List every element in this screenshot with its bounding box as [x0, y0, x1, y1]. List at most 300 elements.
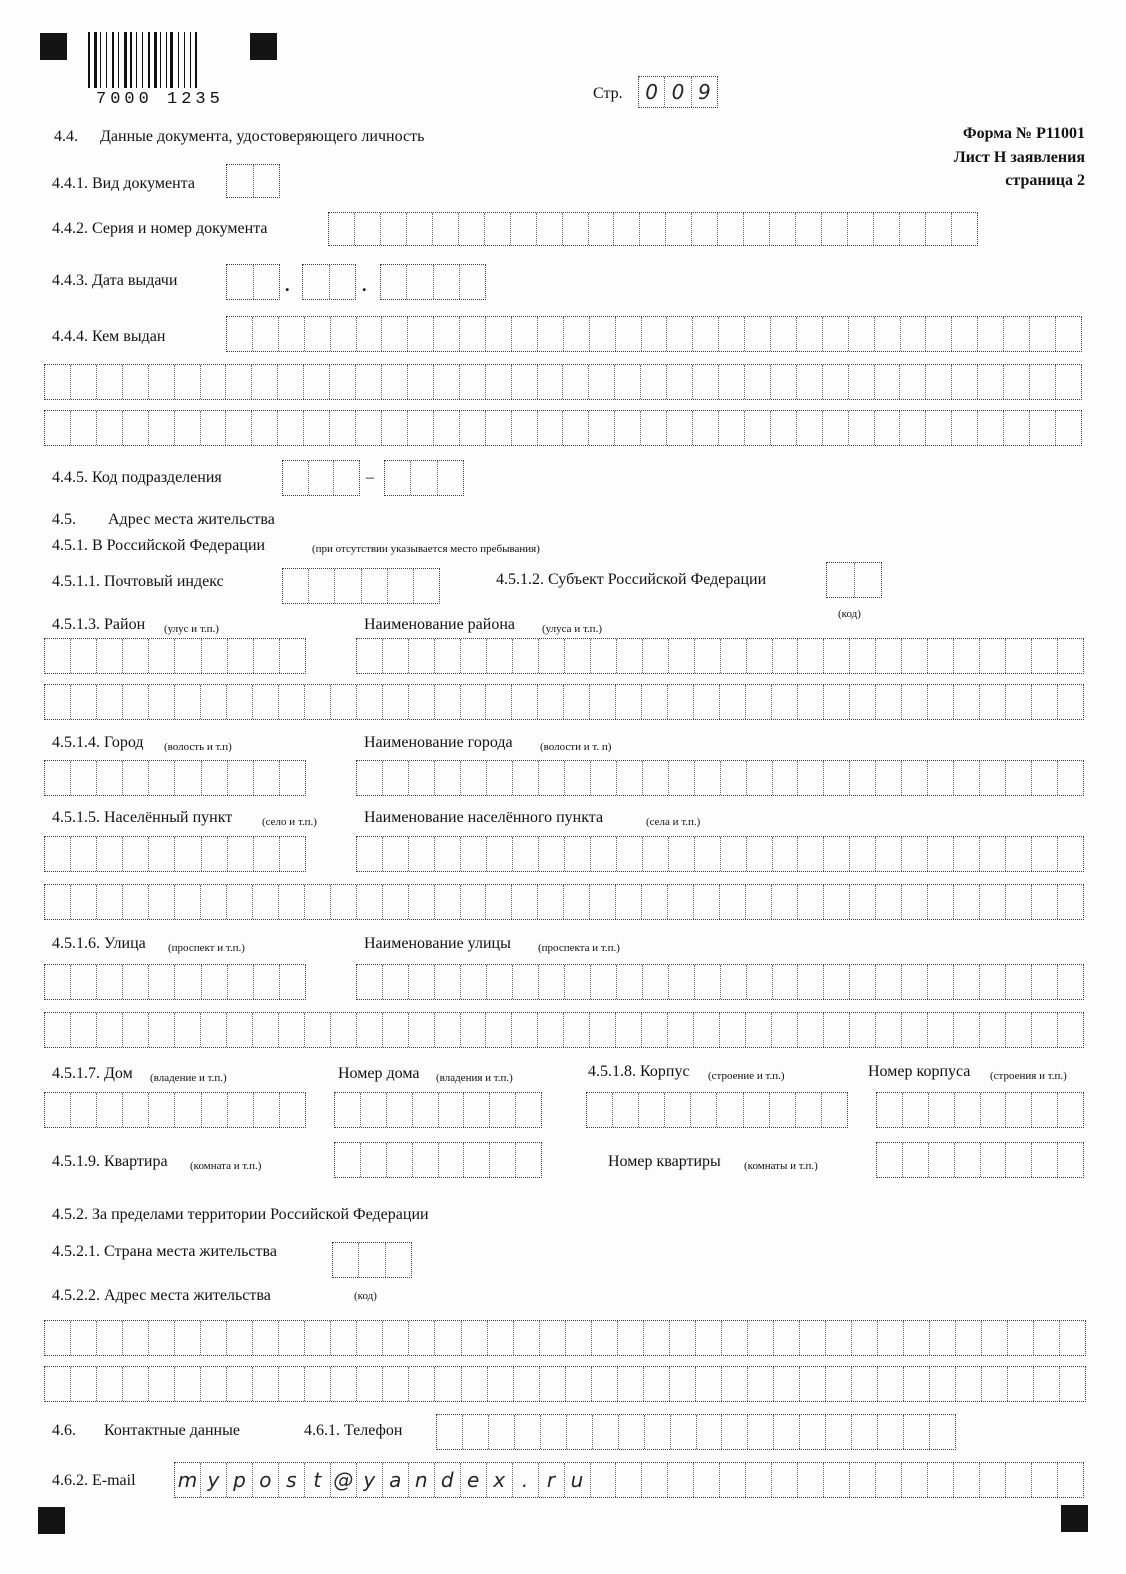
char-cell[interactable] [1006, 837, 1032, 871]
char-cell[interactable] [513, 761, 539, 795]
country-code-field[interactable] [332, 1242, 412, 1278]
char-cell[interactable] [538, 1013, 564, 1047]
char-cell[interactable] [618, 1367, 644, 1401]
dept-code-field-part-2[interactable] [384, 460, 464, 496]
char-cell[interactable] [824, 685, 850, 719]
char-cell[interactable] [357, 685, 383, 719]
char-cell[interactable] [800, 1321, 826, 1355]
char-cell[interactable] [981, 1093, 1007, 1127]
char-cell[interactable] [717, 1093, 743, 1127]
char-cell[interactable] [460, 411, 486, 445]
char-cell[interactable] [719, 365, 745, 399]
char-cell[interactable] [643, 965, 669, 999]
char-cell[interactable] [486, 317, 512, 351]
char-cell[interactable] [771, 365, 797, 399]
char-cell[interactable] [798, 837, 824, 871]
char-cell[interactable] [202, 837, 228, 871]
char-cell[interactable] [304, 365, 330, 399]
char-cell[interactable] [408, 411, 434, 445]
char-cell[interactable] [746, 685, 772, 719]
char-cell[interactable] [1032, 1093, 1058, 1127]
char-cell[interactable] [539, 761, 565, 795]
char-cell[interactable] [1032, 1463, 1058, 1497]
char-cell[interactable] [539, 965, 565, 999]
char-cell[interactable] [45, 837, 71, 871]
char-cell[interactable] [201, 365, 227, 399]
char-cell[interactable] [1058, 885, 1083, 919]
char-cell[interactable] [954, 761, 980, 795]
char-cell[interactable] [875, 365, 901, 399]
char-cell[interactable] [1056, 411, 1081, 445]
char-cell[interactable] [71, 1367, 97, 1401]
char-cell[interactable] [772, 1013, 798, 1047]
char-cell[interactable] [462, 1367, 488, 1401]
char-cell[interactable] [796, 1093, 822, 1127]
char-cell[interactable] [694, 885, 720, 919]
char-cell[interactable] [488, 1367, 514, 1401]
char-cell[interactable] [928, 685, 954, 719]
char-cell[interactable] [719, 411, 745, 445]
char-cell[interactable] [409, 639, 435, 673]
char-cell[interactable] [798, 1013, 824, 1047]
char-cell[interactable] [409, 1321, 435, 1355]
char-cell[interactable] [643, 837, 669, 871]
char-cell[interactable] [981, 1143, 1007, 1177]
char-cell[interactable] [253, 685, 279, 719]
char-cell[interactable] [667, 317, 693, 351]
char-cell[interactable] [956, 1367, 982, 1401]
char-cell[interactable] [175, 639, 201, 673]
char-cell[interactable]: e [461, 1463, 487, 1497]
char-cell[interactable] [1034, 1367, 1060, 1401]
char-cell[interactable] [954, 639, 980, 673]
char-cell[interactable] [461, 965, 487, 999]
char-cell[interactable] [902, 1013, 928, 1047]
char-cell[interactable] [926, 411, 952, 445]
char-cell[interactable] [926, 317, 952, 351]
char-cell[interactable] [774, 1415, 800, 1449]
char-cell[interactable] [592, 1367, 618, 1401]
char-cell[interactable] [850, 1463, 876, 1497]
char-cell[interactable] [722, 1321, 748, 1355]
char-cell[interactable] [175, 965, 201, 999]
char-cell[interactable] [1006, 685, 1032, 719]
settlement-type-field[interactable] [44, 836, 306, 872]
char-cell[interactable] [693, 317, 719, 351]
flat-number-field[interactable] [876, 1142, 1084, 1178]
char-cell[interactable] [123, 885, 149, 919]
char-cell[interactable] [722, 1367, 748, 1401]
char-cell[interactable] [877, 1143, 903, 1177]
abroad-address-field-line-1[interactable] [44, 1320, 1086, 1356]
char-cell[interactable] [335, 569, 361, 603]
char-cell[interactable] [486, 411, 512, 445]
char-cell[interactable] [461, 837, 487, 871]
char-cell[interactable] [387, 1093, 413, 1127]
char-cell[interactable] [540, 1367, 566, 1401]
phone-field[interactable] [436, 1414, 956, 1450]
char-cell[interactable] [745, 411, 771, 445]
char-cell[interactable] [226, 365, 252, 399]
char-cell[interactable] [694, 685, 720, 719]
char-cell[interactable] [1008, 1321, 1034, 1355]
char-cell[interactable]: . [513, 1463, 539, 1497]
char-cell[interactable] [175, 411, 201, 445]
char-cell[interactable]: x [487, 1463, 513, 1497]
char-cell[interactable] [827, 563, 855, 597]
char-cell[interactable] [619, 1415, 645, 1449]
building-number-field[interactable] [876, 1092, 1084, 1128]
char-cell[interactable] [616, 1463, 642, 1497]
char-cell[interactable] [592, 1321, 618, 1355]
char-cell[interactable] [850, 639, 876, 673]
char-cell[interactable] [383, 685, 409, 719]
char-cell[interactable] [487, 965, 513, 999]
char-cell[interactable] [564, 1013, 590, 1047]
char-cell[interactable] [617, 965, 643, 999]
char-cell[interactable] [382, 317, 408, 351]
char-cell[interactable]: t [305, 1463, 331, 1497]
char-cell[interactable] [928, 1463, 954, 1497]
char-cell[interactable] [798, 885, 824, 919]
char-cell[interactable] [485, 213, 511, 245]
char-cell[interactable] [955, 1143, 981, 1177]
char-cell[interactable] [1004, 317, 1030, 351]
char-cell[interactable]: @ [331, 1463, 357, 1497]
char-cell[interactable] [982, 1321, 1008, 1355]
char-cell[interactable] [773, 965, 799, 999]
char-cell[interactable] [279, 1013, 305, 1047]
char-cell[interactable] [540, 1321, 566, 1355]
char-cell[interactable] [877, 1093, 903, 1127]
char-cell[interactable] [1032, 639, 1058, 673]
char-cell[interactable] [383, 837, 409, 871]
char-cell[interactable] [642, 885, 668, 919]
char-cell[interactable] [1006, 639, 1032, 673]
char-cell[interactable] [513, 965, 539, 999]
char-cell[interactable] [409, 1367, 435, 1401]
char-cell[interactable] [97, 411, 123, 445]
page-number-field[interactable] [638, 76, 718, 108]
char-cell[interactable] [305, 317, 331, 351]
char-cell[interactable] [720, 885, 746, 919]
char-cell[interactable] [1034, 1321, 1060, 1355]
char-cell[interactable] [45, 1321, 71, 1355]
doc-type-field[interactable] [226, 164, 280, 198]
char-cell[interactable] [667, 411, 693, 445]
char-cell[interactable] [721, 639, 747, 673]
char-cell[interactable] [537, 213, 563, 245]
char-cell[interactable] [490, 1093, 516, 1127]
char-cell[interactable] [670, 1367, 696, 1401]
char-cell[interactable] [875, 317, 901, 351]
char-cell[interactable] [489, 1415, 515, 1449]
char-cell[interactable] [929, 1093, 955, 1127]
char-cell[interactable] [855, 563, 882, 597]
char-cell[interactable] [228, 965, 254, 999]
char-cell[interactable] [460, 365, 486, 399]
char-cell[interactable] [798, 639, 824, 673]
char-cell[interactable] [254, 837, 280, 871]
char-cell[interactable] [305, 1321, 331, 1355]
char-cell[interactable] [512, 317, 538, 351]
char-cell[interactable] [876, 837, 902, 871]
char-cell[interactable] [149, 965, 175, 999]
char-cell[interactable] [71, 965, 97, 999]
char-cell[interactable] [538, 885, 564, 919]
char-cell[interactable] [589, 411, 615, 445]
char-cell[interactable] [45, 885, 71, 919]
char-cell[interactable] [850, 965, 876, 999]
char-cell[interactable] [590, 1013, 616, 1047]
char-cell[interactable] [618, 1321, 644, 1355]
char-cell[interactable] [745, 365, 771, 399]
char-cell[interactable] [538, 317, 564, 351]
char-cell[interactable] [566, 1367, 592, 1401]
char-cell[interactable] [201, 1013, 227, 1047]
char-cell[interactable] [826, 1367, 852, 1401]
char-cell[interactable] [149, 1013, 175, 1047]
char-cell[interactable] [668, 885, 694, 919]
char-cell[interactable] [980, 639, 1006, 673]
issued-by-field-line-2[interactable] [44, 364, 1082, 400]
char-cell[interactable] [330, 411, 356, 445]
char-cell[interactable] [722, 1415, 748, 1449]
char-cell[interactable] [387, 1143, 413, 1177]
issued-by-field-line-1[interactable] [226, 316, 1082, 352]
char-cell[interactable] [720, 685, 746, 719]
char-cell[interactable] [748, 1367, 774, 1401]
char-cell[interactable] [642, 1013, 668, 1047]
char-cell[interactable] [305, 1013, 331, 1047]
char-cell[interactable] [954, 885, 980, 919]
char-cell[interactable] [331, 685, 357, 719]
char-cell[interactable] [643, 639, 669, 673]
char-cell[interactable] [565, 761, 591, 795]
char-cell[interactable] [693, 365, 719, 399]
char-cell[interactable] [149, 885, 175, 919]
char-cell[interactable] [97, 1321, 123, 1355]
char-cell[interactable] [718, 213, 744, 245]
char-cell[interactable] [227, 885, 253, 919]
char-cell[interactable] [982, 1367, 1008, 1401]
char-cell[interactable] [512, 411, 538, 445]
char-cell[interactable] [175, 837, 201, 871]
char-cell[interactable] [385, 461, 411, 495]
char-cell[interactable] [800, 1367, 826, 1401]
char-cell[interactable] [695, 639, 721, 673]
char-cell[interactable] [514, 1321, 540, 1355]
char-cell[interactable] [747, 837, 773, 871]
char-cell[interactable] [361, 1143, 387, 1177]
char-cell[interactable] [71, 885, 97, 919]
char-cell[interactable] [642, 317, 668, 351]
char-cell[interactable] [955, 1093, 981, 1127]
char-cell[interactable] [175, 1321, 201, 1355]
char-cell[interactable] [460, 317, 486, 351]
char-cell[interactable] [254, 265, 280, 299]
char-cell[interactable] [252, 411, 278, 445]
char-cell[interactable] [175, 1093, 201, 1127]
char-cell[interactable] [539, 639, 565, 673]
char-cell[interactable] [71, 685, 97, 719]
char-cell[interactable] [563, 411, 589, 445]
char-cell[interactable] [254, 1093, 280, 1127]
district-name-field-line-1[interactable] [356, 638, 1084, 674]
char-cell[interactable] [461, 761, 487, 795]
char-cell[interactable] [149, 1093, 175, 1127]
char-cell[interactable] [671, 1415, 697, 1449]
char-cell[interactable] [516, 1143, 541, 1177]
char-cell[interactable] [226, 411, 252, 445]
char-cell[interactable] [798, 1463, 824, 1497]
char-cell[interactable] [357, 885, 383, 919]
char-cell[interactable] [771, 411, 797, 445]
char-cell[interactable] [435, 761, 461, 795]
char-cell[interactable] [252, 365, 278, 399]
char-cell[interactable] [45, 761, 71, 795]
char-cell[interactable] [1032, 1013, 1058, 1047]
char-cell[interactable] [852, 1415, 878, 1449]
char-cell[interactable] [383, 1013, 409, 1047]
char-cell[interactable] [613, 1093, 639, 1127]
char-cell[interactable] [227, 165, 254, 197]
street-name-field-line-2[interactable] [44, 1012, 1084, 1048]
char-cell[interactable] [695, 837, 721, 871]
char-cell[interactable] [980, 761, 1006, 795]
char-cell[interactable] [409, 1013, 435, 1047]
char-cell[interactable] [930, 1321, 956, 1355]
char-cell[interactable] [823, 411, 849, 445]
char-cell[interactable] [253, 1013, 279, 1047]
char-cell[interactable] [929, 1143, 955, 1177]
char-cell[interactable] [331, 885, 357, 919]
char-cell[interactable] [824, 1463, 850, 1497]
char-cell[interactable] [362, 569, 388, 603]
char-cell[interactable] [902, 885, 928, 919]
char-cell[interactable] [876, 685, 902, 719]
char-cell[interactable] [45, 365, 71, 399]
char-cell[interactable] [772, 885, 798, 919]
char-cell[interactable] [1056, 317, 1081, 351]
issue-year-field[interactable] [380, 264, 486, 300]
char-cell[interactable] [149, 837, 175, 871]
char-cell[interactable] [852, 1321, 878, 1355]
char-cell[interactable] [850, 837, 876, 871]
char-cell[interactable] [331, 1013, 357, 1047]
char-cell[interactable] [202, 965, 228, 999]
char-cell[interactable]: y [357, 1463, 383, 1497]
char-cell[interactable] [228, 837, 254, 871]
char-cell[interactable]: d [435, 1463, 461, 1497]
char-cell[interactable] [279, 1321, 305, 1355]
char-cell[interactable] [771, 317, 797, 351]
char-cell[interactable] [435, 639, 461, 673]
char-cell[interactable] [1060, 1321, 1085, 1355]
char-cell[interactable] [826, 1415, 852, 1449]
char-cell[interactable] [878, 1415, 904, 1449]
char-cell[interactable] [175, 1367, 201, 1401]
char-cell[interactable] [1006, 1143, 1032, 1177]
char-cell[interactable] [614, 213, 640, 245]
char-cell[interactable] [617, 837, 643, 871]
char-cell[interactable] [980, 1463, 1006, 1497]
char-cell[interactable] [330, 365, 356, 399]
char-cell[interactable] [486, 885, 512, 919]
char-cell[interactable] [928, 965, 954, 999]
char-cell[interactable] [642, 1463, 668, 1497]
char-cell[interactable] [175, 365, 201, 399]
dept-code-field-part-1[interactable] [282, 460, 360, 496]
char-cell[interactable] [589, 213, 615, 245]
char-cell[interactable] [413, 1143, 439, 1177]
char-cell[interactable] [97, 965, 123, 999]
char-cell[interactable] [305, 685, 331, 719]
char-cell[interactable] [878, 1321, 904, 1355]
char-cell[interactable] [980, 885, 1006, 919]
char-cell[interactable] [97, 639, 123, 673]
char-cell[interactable] [691, 1093, 717, 1127]
char-cell[interactable] [850, 761, 876, 795]
char-cell[interactable] [564, 317, 590, 351]
char-cell[interactable] [665, 1093, 691, 1127]
char-cell[interactable] [463, 1415, 489, 1449]
char-cell[interactable] [902, 761, 928, 795]
char-cell[interactable] [692, 213, 718, 245]
char-cell[interactable] [616, 1013, 642, 1047]
char-cell[interactable] [590, 885, 616, 919]
char-cell[interactable] [202, 639, 228, 673]
char-cell[interactable]: o [253, 1463, 279, 1497]
char-cell[interactable] [409, 885, 435, 919]
district-name-field-line-2[interactable] [44, 684, 1084, 720]
char-cell[interactable] [668, 1013, 694, 1047]
char-cell[interactable] [490, 1143, 516, 1177]
char-cell[interactable] [512, 885, 538, 919]
char-cell[interactable] [798, 685, 824, 719]
char-cell[interactable] [329, 213, 355, 245]
char-cell[interactable] [1030, 317, 1056, 351]
char-cell[interactable] [437, 1415, 463, 1449]
char-cell[interactable] [414, 569, 439, 603]
char-cell[interactable] [486, 365, 512, 399]
char-cell[interactable] [952, 317, 978, 351]
char-cell[interactable] [201, 885, 227, 919]
char-cell[interactable] [952, 411, 978, 445]
char-cell[interactable] [1032, 761, 1058, 795]
char-cell[interactable] [123, 411, 149, 445]
char-cell[interactable] [824, 965, 850, 999]
char-cell[interactable] [615, 365, 641, 399]
char-cell[interactable] [123, 1367, 149, 1401]
char-cell[interactable] [331, 317, 357, 351]
char-cell[interactable] [97, 365, 123, 399]
char-cell[interactable] [383, 885, 409, 919]
char-cell[interactable] [538, 685, 564, 719]
char-cell[interactable] [227, 265, 254, 299]
char-cell[interactable] [305, 1367, 331, 1401]
char-cell[interactable] [279, 885, 305, 919]
char-cell[interactable] [303, 265, 330, 299]
district-type-field[interactable] [44, 638, 306, 674]
char-cell[interactable] [357, 639, 383, 673]
char-cell[interactable] [359, 1243, 385, 1277]
char-cell[interactable] [930, 1415, 955, 1449]
char-cell[interactable] [97, 1013, 123, 1047]
char-cell[interactable] [305, 885, 331, 919]
char-cell[interactable] [903, 1093, 929, 1127]
char-cell[interactable] [720, 1463, 746, 1497]
